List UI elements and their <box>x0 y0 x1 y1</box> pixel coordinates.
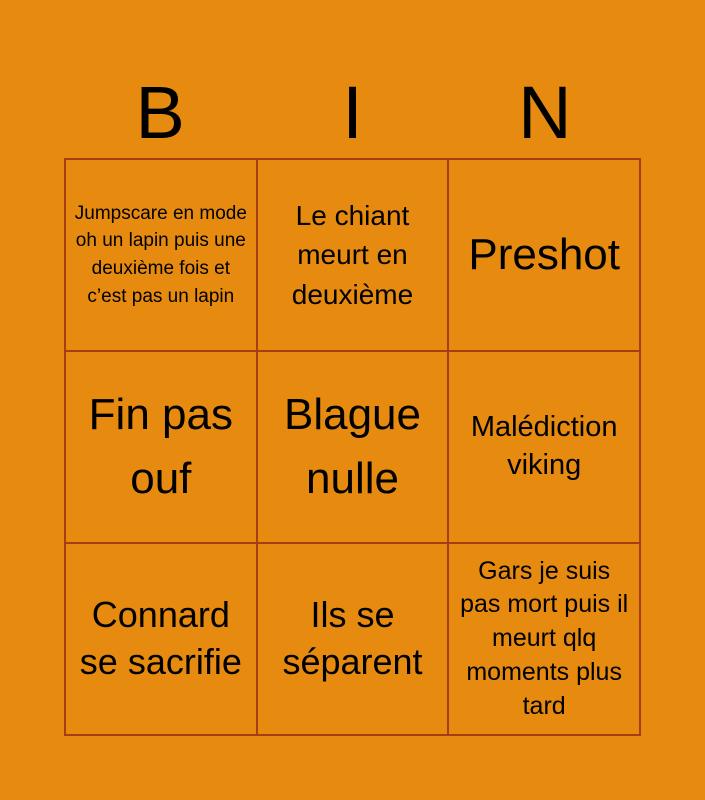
bingo-header <box>64 68 641 158</box>
bingo-cell-text: Gars je suis pas mort puis il meurt qlq moments plus tard <box>460 556 629 720</box>
bingo-cell-text: Malédiction viking <box>470 411 618 481</box>
bingo-cell-text: Blague nulle <box>283 390 421 503</box>
bingo-cell-text: Fin pas ouf <box>88 390 233 503</box>
bingo-cell[interactable] <box>448 351 640 543</box>
bingo-grid <box>64 158 641 736</box>
bingo-cell[interactable] <box>448 159 640 351</box>
bingo-cell[interactable] <box>257 543 449 735</box>
bingo-cell[interactable] <box>257 351 449 543</box>
bingo-cell[interactable] <box>448 543 640 735</box>
bingo-cell-text: Le chiant meurt en deuxième <box>291 200 414 310</box>
header-letter-b: B <box>135 71 185 154</box>
bingo-cell[interactable] <box>257 159 449 351</box>
header-letter-i: I <box>342 71 363 154</box>
header-letter-n: N <box>518 71 572 154</box>
bingo-cell-text: Connard se sacrifie <box>79 594 242 682</box>
bingo-cell-text: Jumpscare en mode oh un lapin puis une deuxième fois et c’est pas un lapin <box>74 202 247 307</box>
bingo-cell[interactable] <box>65 543 257 735</box>
bingo-cell[interactable] <box>65 159 257 351</box>
bingo-cell-text: Preshot <box>468 229 620 279</box>
bingo-cell-text: Ils se séparent <box>282 594 423 682</box>
bingo-cell[interactable] <box>65 351 257 543</box>
